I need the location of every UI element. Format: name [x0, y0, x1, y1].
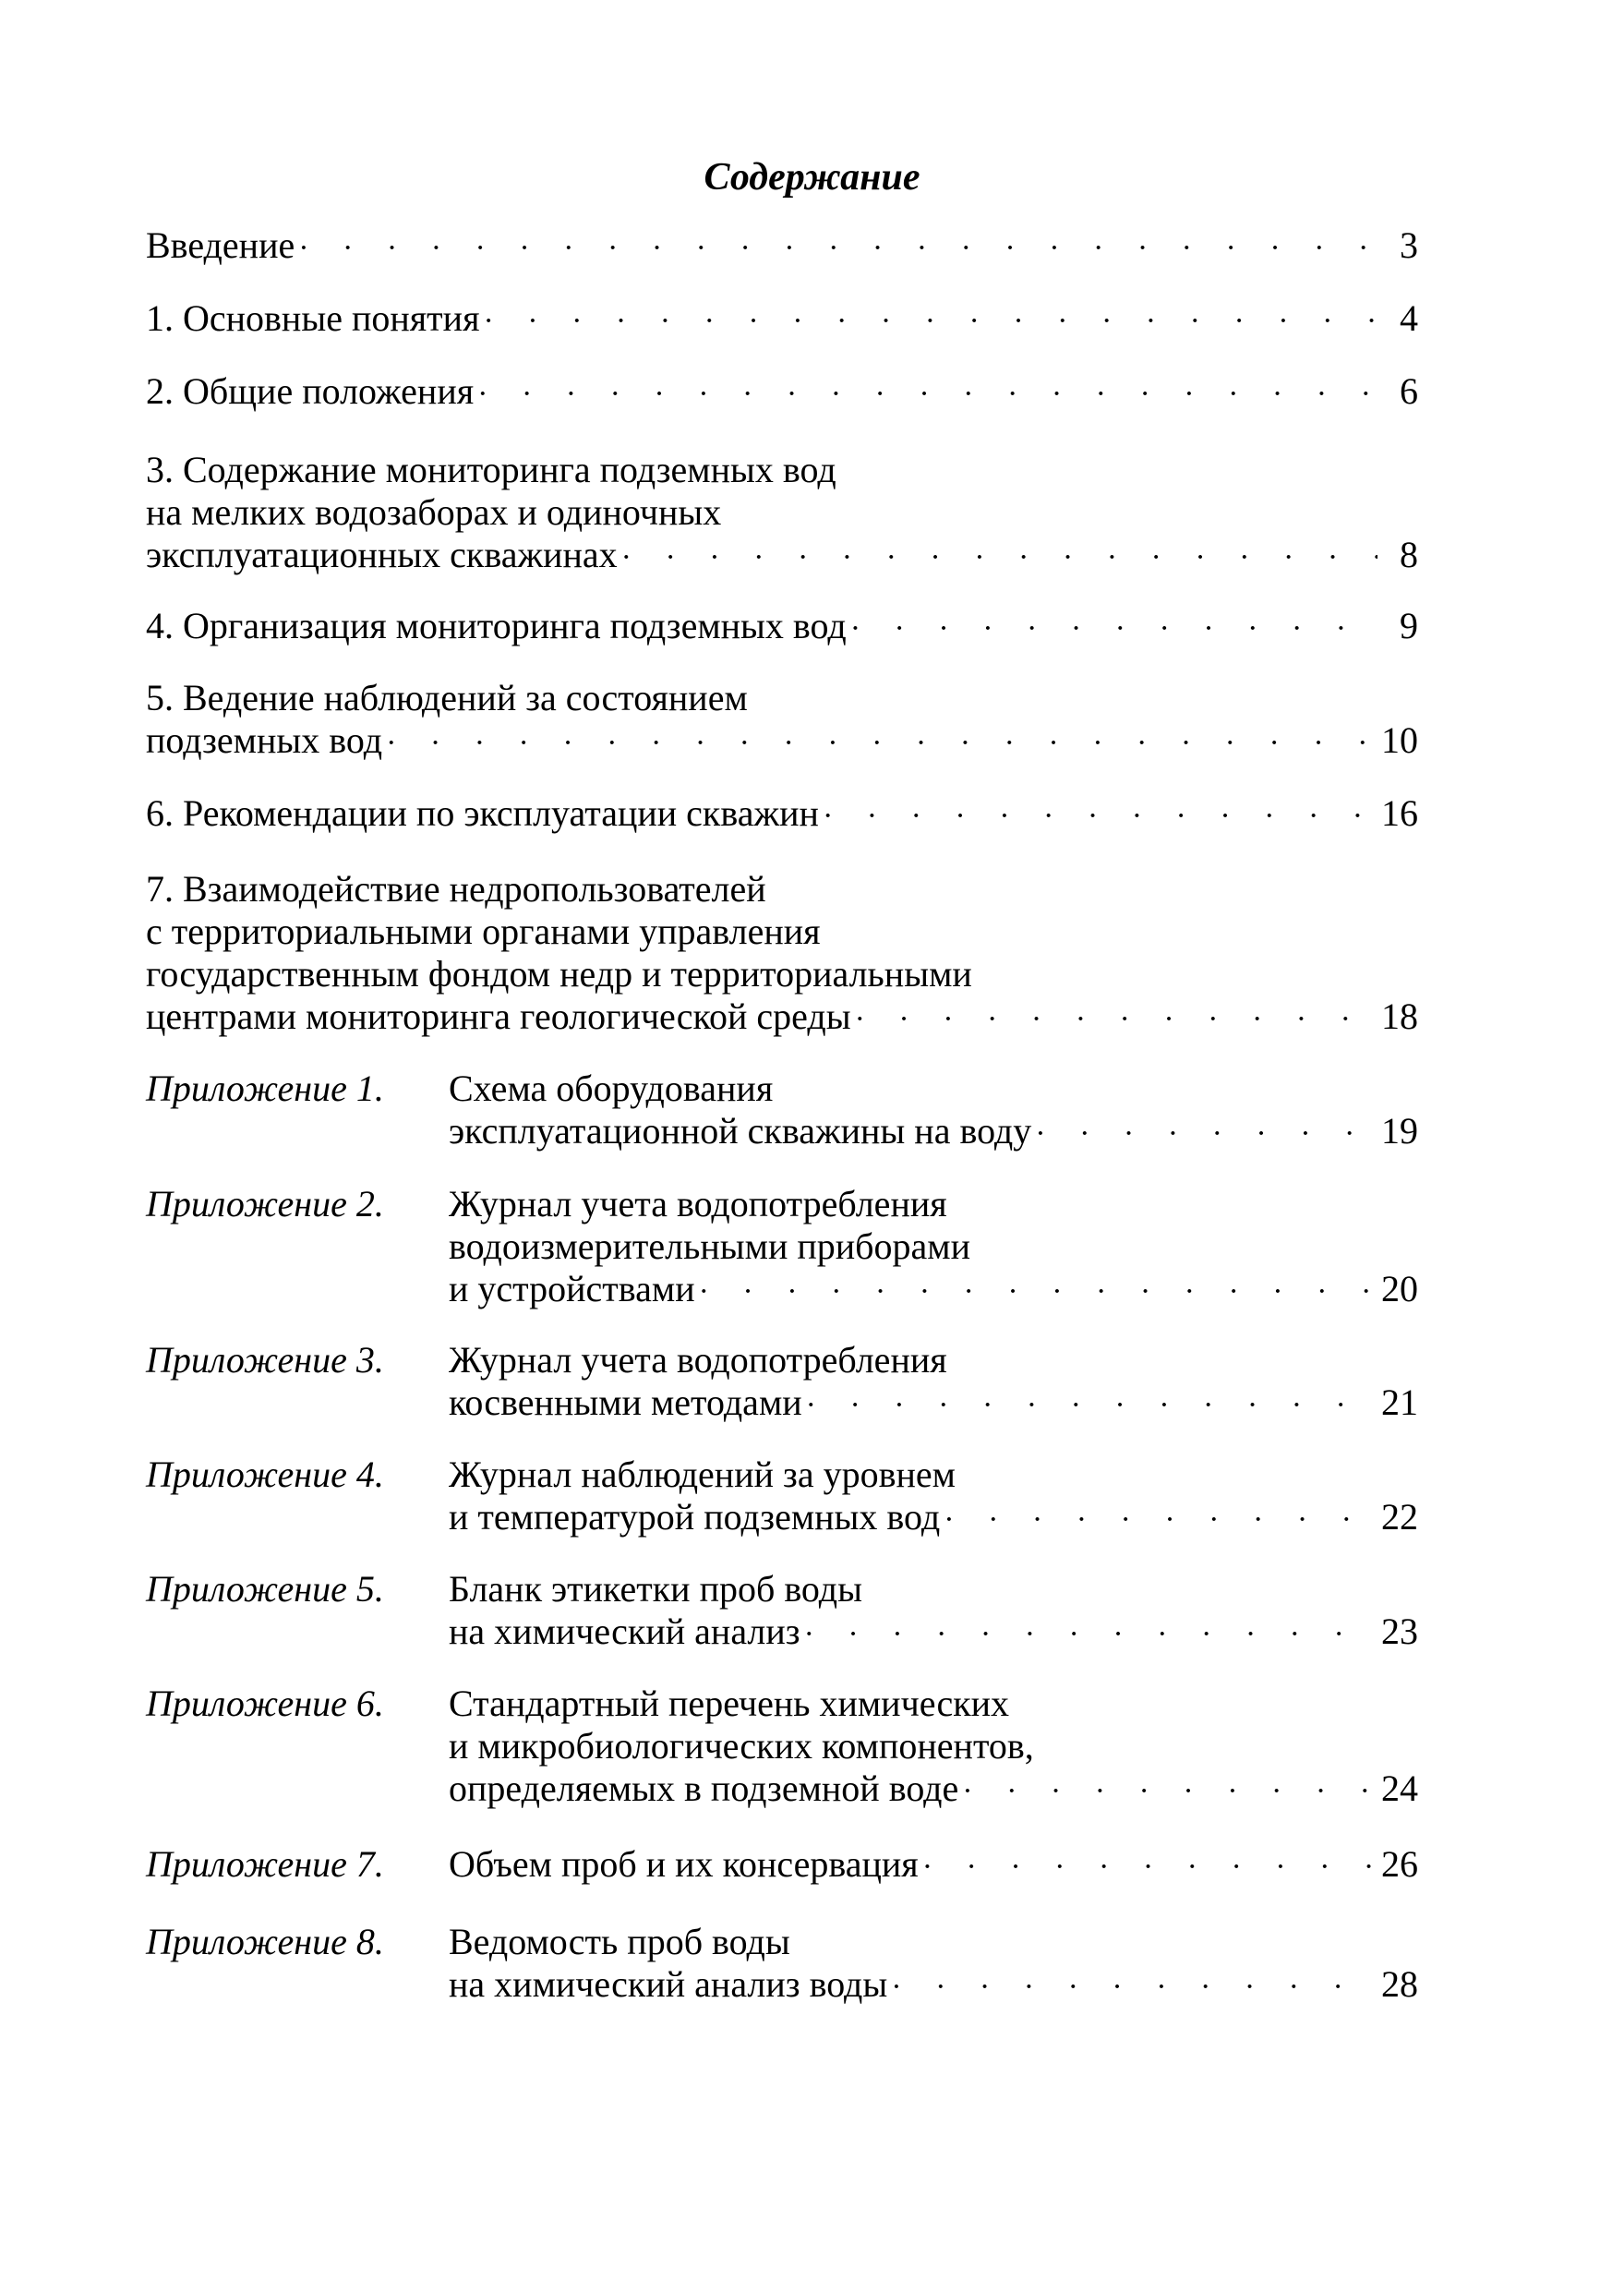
- dot-leader: [804, 1613, 1377, 1656]
- toc-entry-title-line: 7. Взаимодействие недропользователей: [146, 868, 766, 910]
- toc-page-number: 28: [1381, 1963, 1418, 2005]
- toc-entry-title: 4. Организация мониторинга подземных вод: [146, 605, 847, 646]
- toc-page-number: 20: [1381, 1268, 1418, 1309]
- toc-entry-title-line: 3. Содержание мониторинга подземных вод: [146, 449, 836, 490]
- toc-entry-title-line: и устройствами: [449, 1268, 695, 1309]
- toc-entry-title: 1. Основные понятия: [146, 297, 480, 339]
- toc-entry-section-4[interactable]: [146, 605, 1418, 647]
- dot-leader: [699, 1271, 1377, 1313]
- toc-page-number: 8: [1400, 534, 1418, 575]
- toc-page-number: 19: [1381, 1110, 1418, 1152]
- toc-entry-title-line: косвенными методами: [449, 1381, 802, 1423]
- dot-leader: [621, 537, 1377, 579]
- toc-page-number: 4: [1400, 297, 1418, 339]
- dot-leader: [962, 1770, 1377, 1813]
- toc-entry-title-line: Объем проб и их консервация: [449, 1843, 919, 1885]
- appendix-label: Приложение 6.: [146, 1683, 384, 1724]
- appendix-label: Приложение 1.: [146, 1068, 384, 1109]
- dot-leader: [483, 300, 1377, 343]
- dot-leader: [386, 722, 1377, 765]
- toc-entry-title: 2. Общие положения: [146, 370, 475, 412]
- page-title: Содержание: [704, 156, 920, 199]
- appendix-label: Приложение 4.: [146, 1454, 384, 1495]
- toc-entry-title: 6. Рекомендации по эксплуатации скважин: [146, 792, 819, 834]
- toc-entry-title-line: центрами мониторинга геологической среды: [146, 995, 851, 1037]
- toc-page-number: 6: [1400, 370, 1418, 412]
- toc-page-number: 23: [1381, 1610, 1418, 1652]
- dot-leader: [823, 795, 1377, 838]
- appendix-label: Приложение 2.: [146, 1183, 384, 1224]
- toc-page-number: 26: [1381, 1843, 1418, 1885]
- toc-entry-title-line: Бланк этикетки проб воды: [449, 1568, 863, 1610]
- dot-leader: [1035, 1113, 1377, 1155]
- appendix-label: Приложение 3.: [146, 1339, 384, 1381]
- toc-page-number: 21: [1381, 1381, 1418, 1423]
- toc-page-number: 24: [1381, 1767, 1418, 1809]
- appendix-label: Приложение 7.: [146, 1843, 384, 1885]
- toc-entry-title-line: эксплуатационной скважины на воду: [449, 1110, 1032, 1152]
- toc-entry-title-line: подземных вод: [146, 719, 383, 761]
- dot-leader: [944, 1499, 1377, 1541]
- toc-entry-title-line: на химический анализ: [449, 1610, 800, 1652]
- toc-page-number: 9: [1400, 605, 1418, 646]
- toc-entry-title-line: Журнал наблюдений за уровнем: [449, 1454, 956, 1495]
- toc-entry-title-line: Ведомость проб воды: [449, 1921, 790, 1962]
- toc-entry-title-line: с территориальными органами управления: [146, 911, 821, 952]
- dot-leader: [850, 608, 1377, 650]
- toc-page-number: 10: [1381, 719, 1418, 761]
- toc-page-number: 3: [1400, 224, 1418, 266]
- dot-leader: [922, 1846, 1377, 1888]
- toc-entry-section-5[interactable]: [146, 677, 1418, 762]
- dot-leader: [477, 373, 1377, 416]
- toc-entry-section-1[interactable]: [146, 297, 1418, 340]
- toc-entry-title: Введение: [146, 224, 295, 266]
- toc-page-number: 18: [1381, 995, 1418, 1037]
- toc-entry-title-line: Журнал учета водопотребления: [449, 1339, 947, 1381]
- toc-entry-title-line: водоизмерительными приборами: [449, 1225, 970, 1267]
- toc-entry-title-line: и температурой подземных вод: [449, 1496, 941, 1538]
- toc-entry-section-2[interactable]: [146, 370, 1418, 413]
- toc-entry-title-line: Схема оборудования: [449, 1068, 774, 1109]
- toc-page-number: 16: [1381, 792, 1418, 834]
- dot-leader: [298, 227, 1377, 270]
- dot-leader: [855, 998, 1377, 1041]
- toc-entry-section-3[interactable]: [146, 449, 1418, 576]
- toc-entry-title-line: на мелких водозаборах и одиночных: [146, 491, 722, 533]
- toc-page-number: 22: [1381, 1496, 1418, 1538]
- toc-entry-section-7[interactable]: [146, 868, 1418, 1038]
- toc-entry-introduction[interactable]: [146, 224, 1418, 267]
- toc-entry-title-line: определяемых в подземной воде: [449, 1767, 959, 1809]
- toc-entry-title-line: 5. Ведение наблюдений за состоянием: [146, 677, 748, 718]
- toc-entry-title-line: Стандартный перечень химических: [449, 1683, 1010, 1724]
- appendix-label: Приложение 5.: [146, 1568, 384, 1610]
- toc-entry-title-line: государственным фондом недр и территориальными: [146, 953, 972, 995]
- appendix-label: Приложение 8.: [146, 1921, 384, 1962]
- dot-leader: [806, 1384, 1377, 1427]
- toc-entry-title-line: на химический анализ воды: [449, 1963, 888, 2005]
- toc-entry-title-line: Журнал учета водопотребления: [449, 1183, 947, 1224]
- dot-leader: [891, 1966, 1377, 2009]
- toc-entry-title-line: и микробиологических компонентов,: [449, 1725, 1034, 1767]
- toc-entry-section-6[interactable]: [146, 792, 1418, 835]
- toc-entry-title-line: эксплуатационных скважинах: [146, 534, 618, 575]
